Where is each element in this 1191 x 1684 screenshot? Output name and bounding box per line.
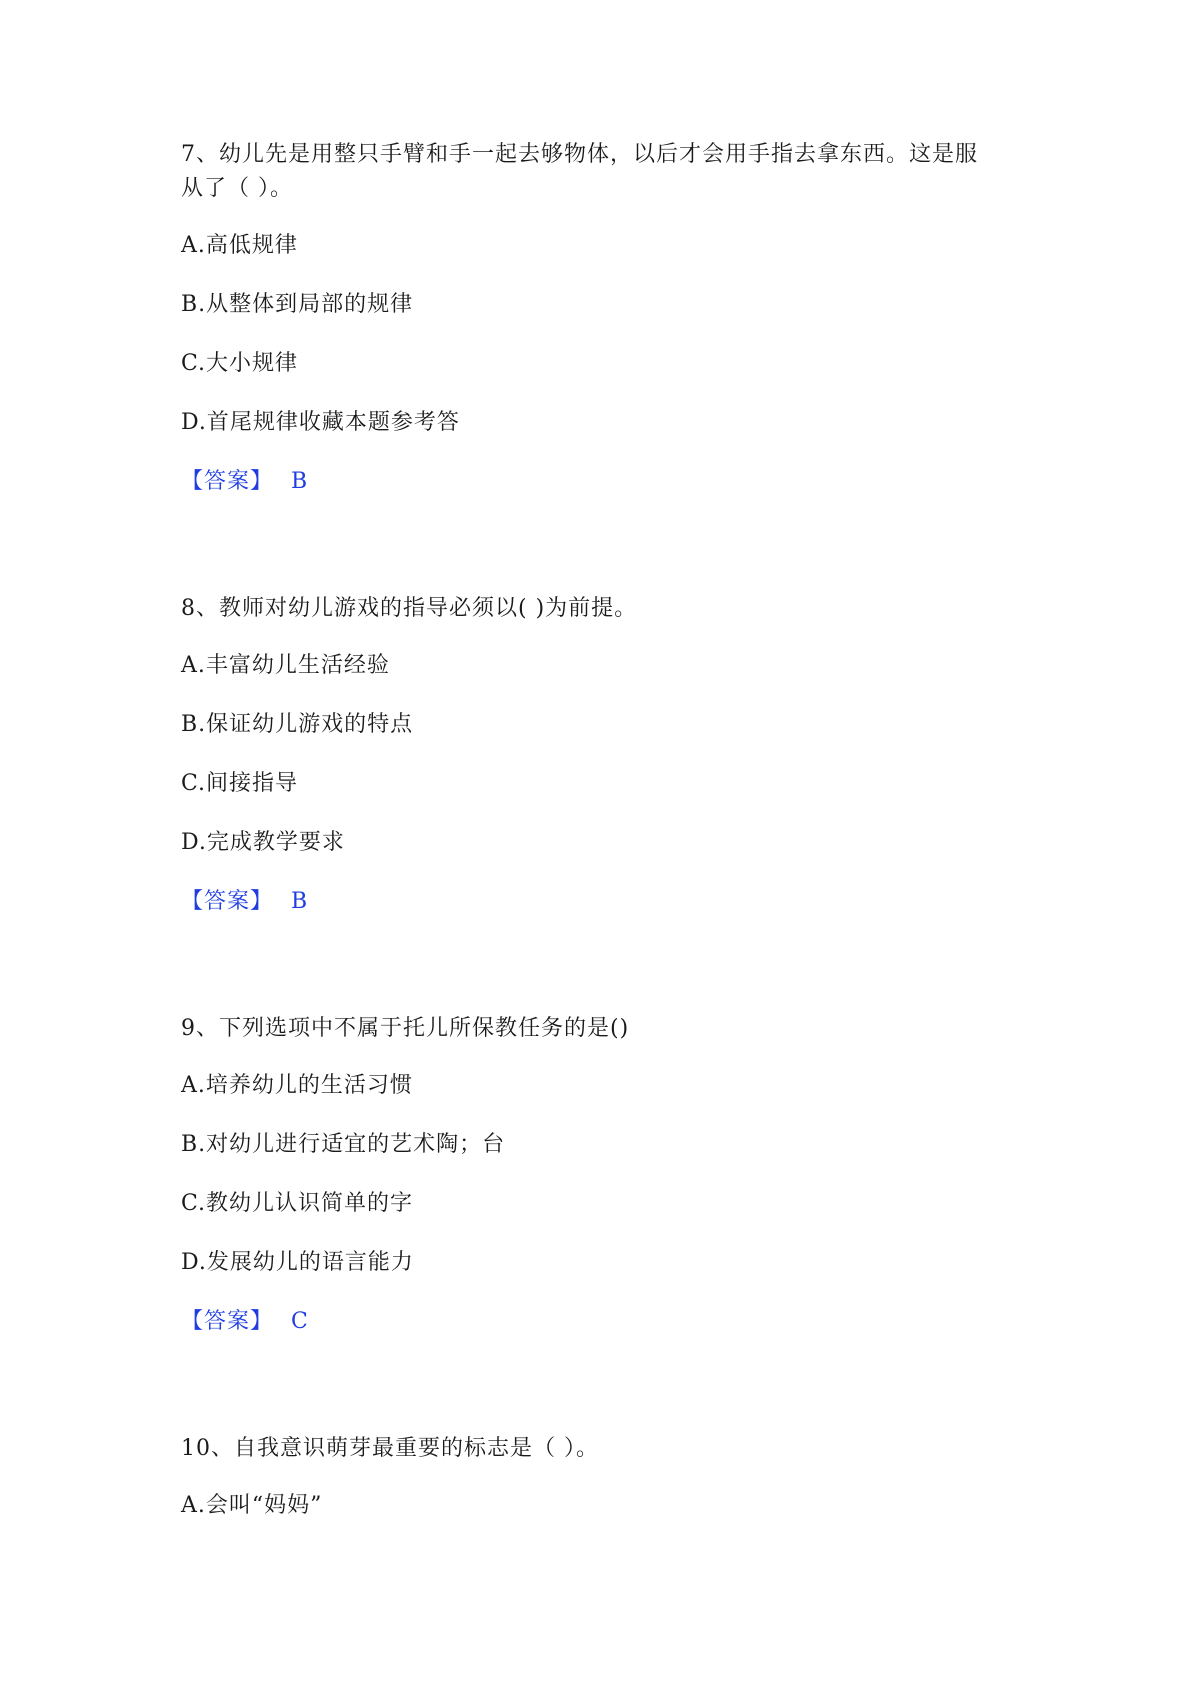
question-spacer bbox=[181, 499, 1021, 592]
option-d: D.首尾规律收藏本题参考答 bbox=[181, 410, 460, 435]
option-a: A.丰富幼儿生活经验 bbox=[181, 653, 390, 678]
option-d: D.完成教学要求 bbox=[181, 830, 345, 855]
option-a: A.高低规律 bbox=[181, 233, 298, 258]
question-7 bbox=[181, 138, 1021, 499]
option-c: C.间接指导 bbox=[181, 771, 299, 796]
question-10 bbox=[181, 1432, 1021, 1523]
answer-line bbox=[181, 1305, 1021, 1339]
answer-value: B bbox=[291, 469, 309, 494]
question-stem: 10、自我意识萌芽最重要的标志是（ ）。 bbox=[181, 1436, 599, 1461]
question-stem-continued: 从了（ ）。 bbox=[181, 176, 293, 201]
answer-value: B bbox=[291, 889, 309, 914]
option-a: A.培养幼儿的生活习惯 bbox=[181, 1073, 413, 1098]
answer-line bbox=[181, 885, 1021, 919]
option-c: C.教幼儿认识简单的字 bbox=[181, 1191, 414, 1216]
answer-value: C bbox=[291, 1309, 309, 1334]
question-stem: 7、幼儿先是用整只手臂和手一起去够物体，以后才会用手指去拿东西。这是服 bbox=[181, 142, 978, 167]
option-a: A.会叫“妈妈” bbox=[181, 1493, 323, 1518]
option-b: B.对幼儿进行适宜的艺术陶；台 bbox=[181, 1132, 506, 1157]
question-stem: 9、下列选项中不属于托儿所保教任务的是() bbox=[181, 1016, 630, 1041]
question-spacer bbox=[181, 919, 1021, 1012]
question-8 bbox=[181, 592, 1021, 919]
option-d: D.发展幼儿的语言能力 bbox=[181, 1250, 414, 1275]
question-spacer bbox=[181, 1339, 1021, 1432]
answer-label: 【答案】 bbox=[181, 469, 274, 494]
question-stem: 8、教师对幼儿游戏的指导必须以( )为前提。 bbox=[181, 596, 638, 621]
answer-label: 【答案】 bbox=[181, 1309, 274, 1334]
question-9 bbox=[181, 1012, 1021, 1339]
option-c: C.大小规律 bbox=[181, 351, 299, 376]
exam-page bbox=[181, 138, 1021, 1523]
answer-line bbox=[181, 465, 1021, 499]
answer-label: 【答案】 bbox=[181, 889, 274, 914]
option-b: B.从整体到局部的规律 bbox=[181, 292, 414, 317]
option-b: B.保证幼儿游戏的特点 bbox=[181, 712, 414, 737]
